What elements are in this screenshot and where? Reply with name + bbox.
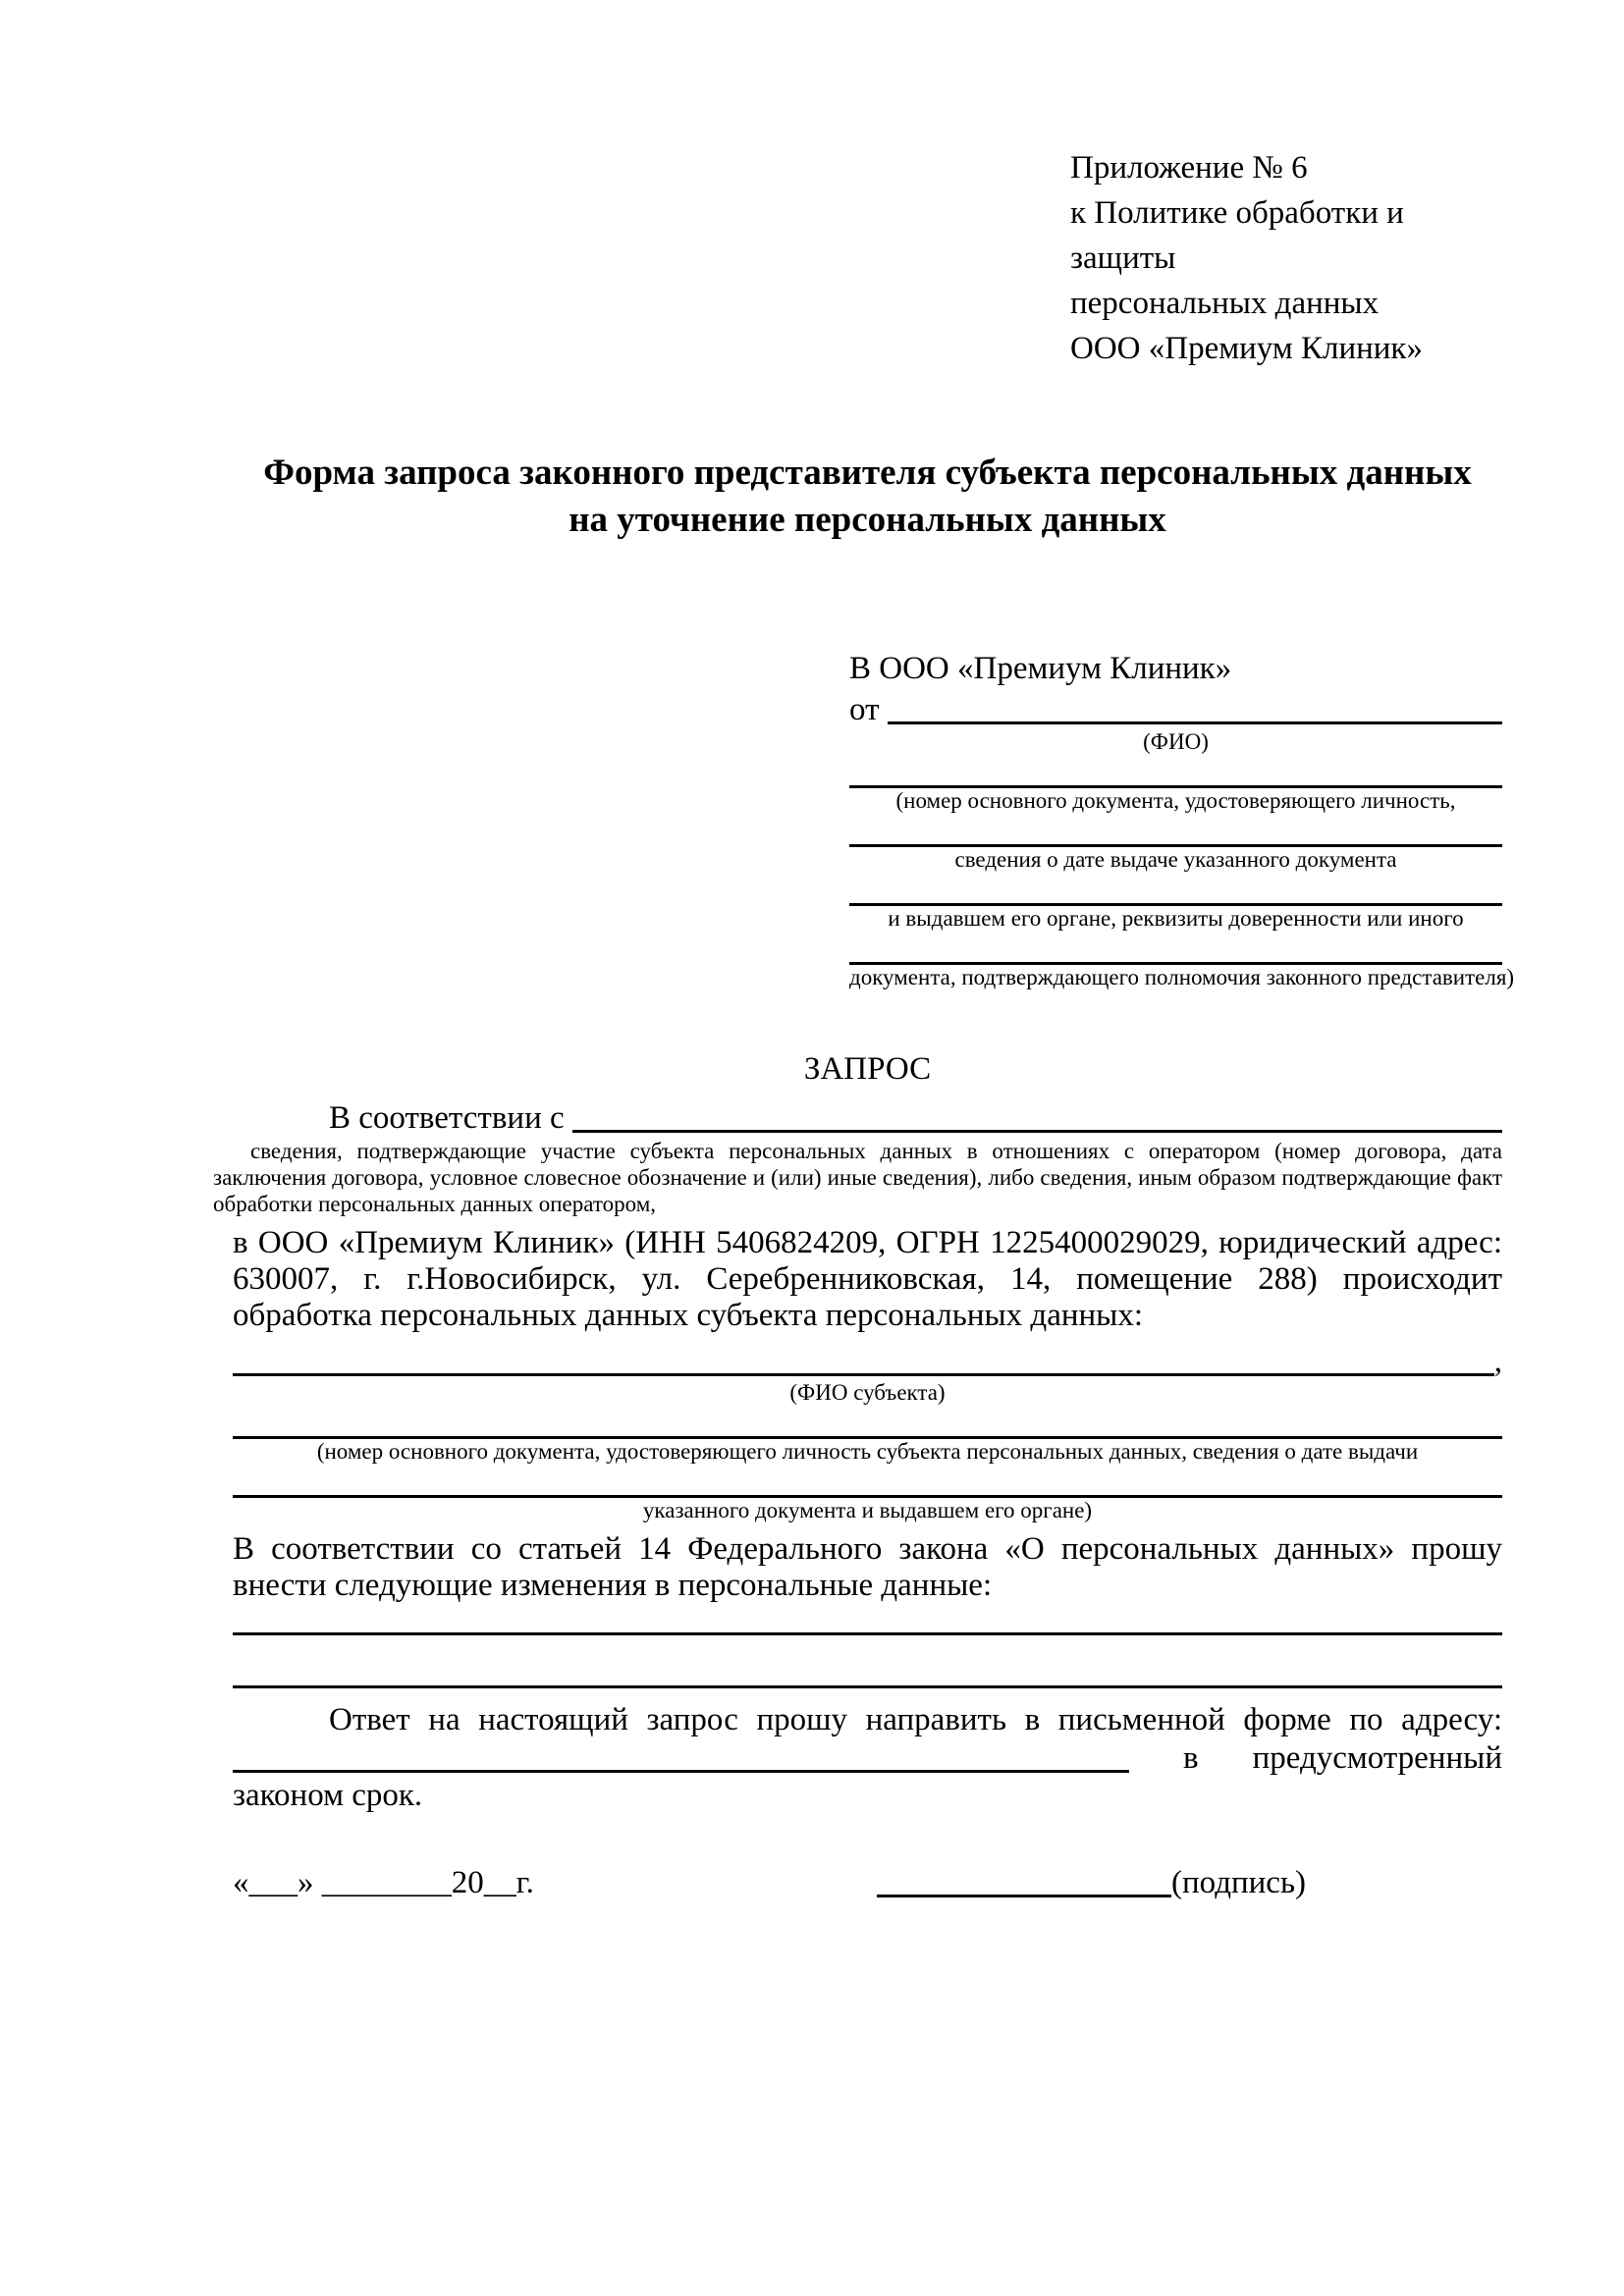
representative-doc-blank-line [849,932,1502,965]
accordance-label: В соответствии с [329,1100,572,1136]
operator-paragraph: в ООО «Премиум Клиник» (ИНН 5406824209, ОГРН 1225400029029, юридический адрес: 630007, г. г.Новосибирск, ул. Серебренниковская, 14, помещение 288) происходит обработка персональных данных субъекта персональных данных: [233,1225,1502,1333]
subject-doc-blank-line [233,1465,1502,1498]
signature-group [877,1863,1306,1902]
date-line: «___» ________20__г. [233,1865,534,1900]
representative-doc-caption: (номер основного документа, удостоверяющего личность, [895,788,1456,813]
law-paragraph: В соответствии со статьей 14 Федерального закона «О персональных данных» прошу внести следующие изменения в персональные данные: [233,1531,1502,1603]
request-heading: ЗАПРОС [803,1051,932,1087]
signature-caption: (подпись) [1171,1865,1306,1900]
answer-paragraph-line: Ответ на настоящий запрос прошу направить в письменной форме по адресу: [329,1702,1502,1737]
annex-line: Приложение № 6 [1070,150,1308,186]
accordance-blank-line [572,1098,1502,1133]
annex-block [1070,145,1502,371]
from-blank-line [888,690,1502,724]
answer-word: в [1183,1740,1199,1776]
form-title-line: на уточнение персональных данных [568,500,1166,540]
answer-paragraph-end: законом срок. [233,1778,423,1813]
subject-doc-caption: (номер основного документа, удостоверяющего личность субъекта персональных данных, сведения о дате выдачи [316,1439,1419,1464]
representative-doc-blank-line [849,755,1502,788]
annex-line: ООО «Премиум Клиник» [1070,331,1423,366]
addressee-to: В ООО «Премиум Клиник» [849,651,1232,686]
subject-fio-blank-line [233,1344,1494,1376]
answer-address-row [233,1738,1502,1778]
changes-blank-line [233,1635,1502,1688]
from-label: от [849,692,888,727]
accordance-row [233,1098,1502,1138]
subject-doc-caption: указанного документа и выдавшем его органе) [642,1498,1093,1522]
form-title-line: Форма запроса законного представителя субъекта персональных данных [263,453,1472,493]
accordance-fine-print: сведения, подтверждающие участие субъекта персональных данных в отношениях с оператором (номер договора, дата заключения договора, условное словесное обозначение и (или) иные сведения), либо сведения, иным образом подтверждающие факт обработки персональных данных оператором, [213,1139,1502,1216]
answer-word: предусмотренный [1252,1740,1502,1776]
subject-fio-row [233,1344,1502,1380]
date-signature-row [233,1863,1502,1902]
subject-doc-blank-line [233,1406,1502,1439]
changes-blank-line [233,1604,1502,1635]
representative-doc-caption: сведения о дате выдаче указанного документа [954,847,1397,872]
fio-caption: (ФИО) [1143,729,1209,754]
representative-doc-caption: и выдавшем его органе, реквизиты доверенности или иного [888,906,1464,931]
subject-fio-comma: , [1493,1344,1502,1379]
from-row [849,690,1502,729]
signature-blank-line [877,1863,1171,1897]
representative-doc-caption: документа, подтверждающего полномочия законного представителя) [849,965,1515,989]
annex-line: персональных данных [1070,286,1380,321]
addressee-block [849,647,1515,990]
representative-doc-blank-line [849,814,1502,847]
answer-address-blank-line [233,1738,1129,1773]
subject-fio-caption: (ФИО субъекта) [789,1380,946,1405]
form-title [233,450,1502,544]
annex-line: к Политике обработки и защиты [1070,195,1404,276]
representative-doc-blank-line [849,873,1502,906]
